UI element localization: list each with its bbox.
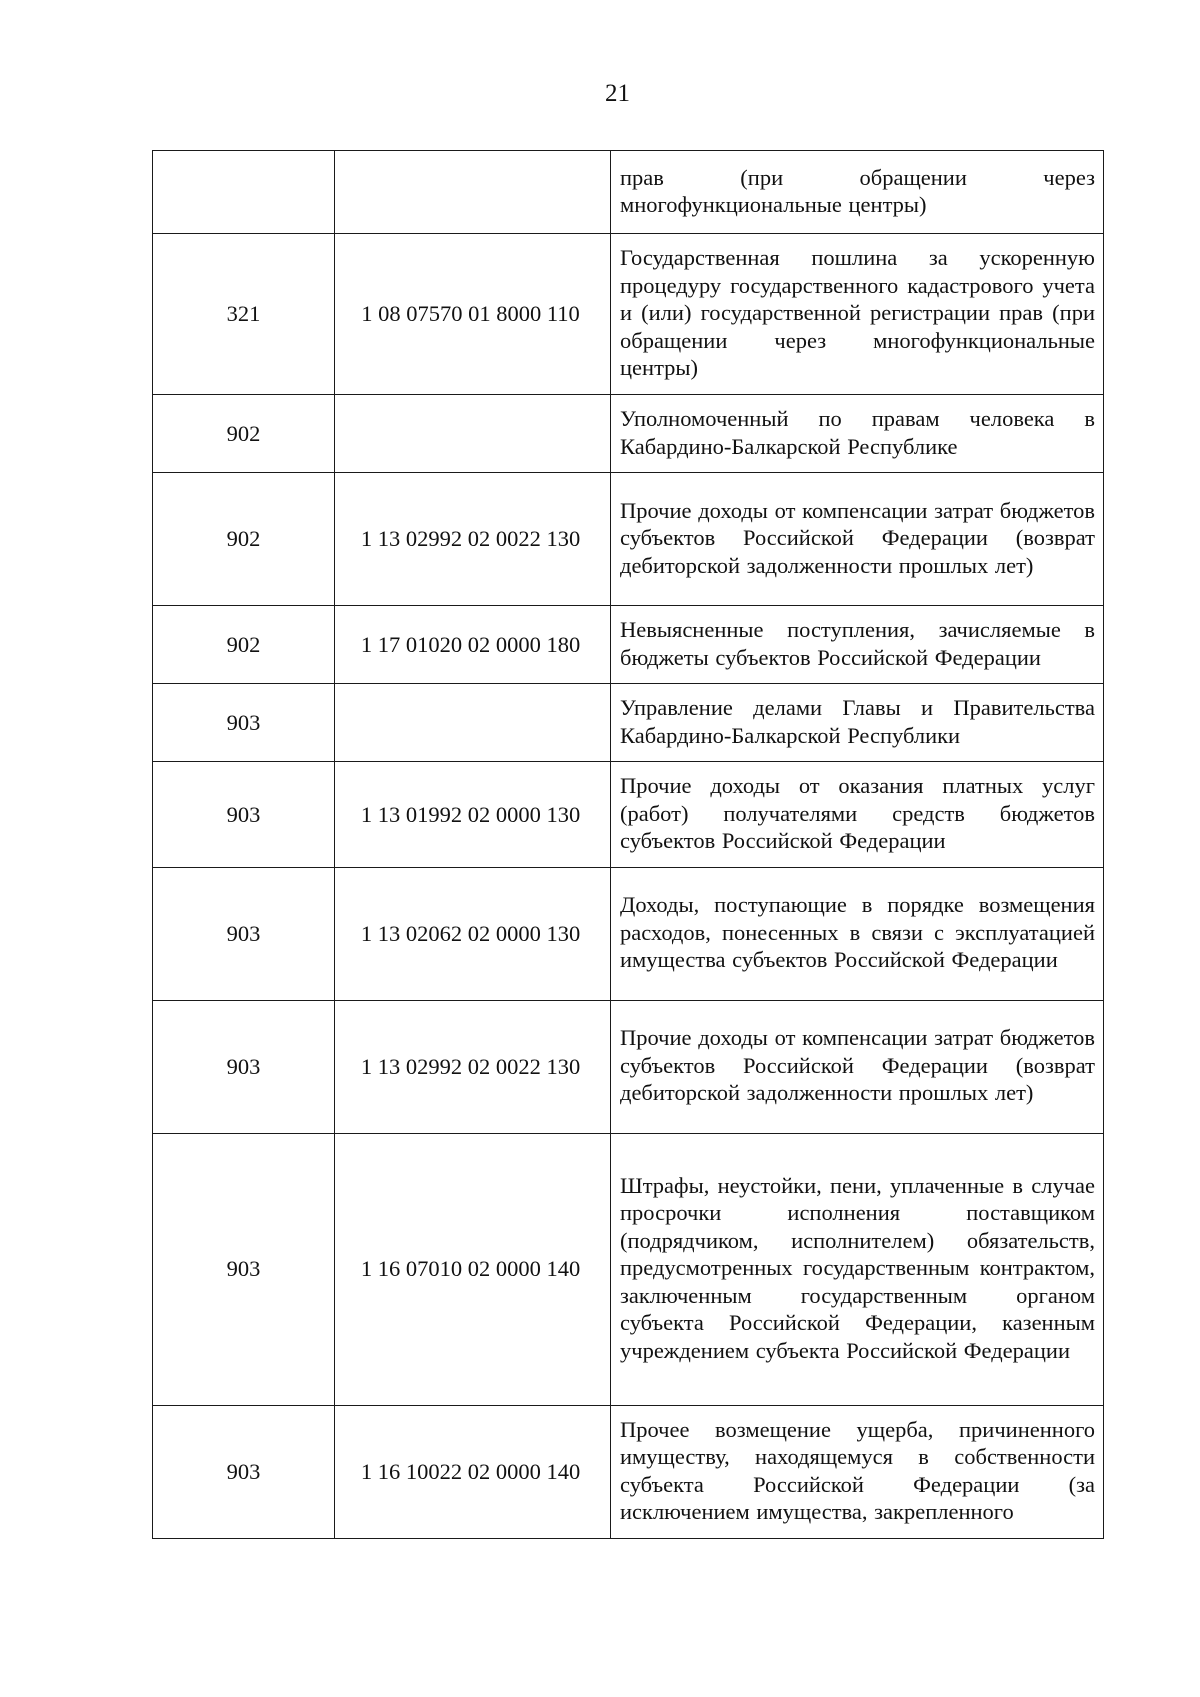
admin-code-cell: 902 — [153, 395, 335, 473]
table-row — [153, 1133, 1104, 1405]
admin-code-cell: 903 — [153, 684, 335, 762]
budget-code-cell — [335, 395, 611, 473]
revenue-name-cell: Невыясненные поступления, зачисляемые в бюджеты субъектов Российской Федерации — [611, 606, 1104, 684]
admin-code-cell: 903 — [153, 1405, 335, 1538]
table-row — [153, 473, 1104, 606]
table-row — [153, 151, 1104, 234]
revenue-name-cell: Уполномоченный по правам человека в Кабардино-Балкарской Республике — [611, 395, 1104, 473]
revenue-name-cell: Управление делами Главы и Правительства Кабардино-Балкарской Республики — [611, 684, 1104, 762]
table-row — [153, 762, 1104, 868]
revenue-name-cell: Прочее возмещение ущерба, причиненного имуществу, находящемуся в собственности субъекта Российской Федерации (за исключением имущества, закрепленного — [611, 1405, 1104, 1538]
budget-code-cell: 1 16 07010 02 0000 140 — [335, 1133, 611, 1405]
admin-code-cell: 903 — [153, 762, 335, 868]
admin-code-cell: 903 — [153, 867, 335, 1000]
admin-code-cell: 903 — [153, 1133, 335, 1405]
revenue-codes-table — [152, 150, 1104, 1539]
budget-code-cell: 1 13 02992 02 0022 130 — [335, 1000, 611, 1133]
admin-code-cell — [153, 151, 335, 234]
revenue-name-cell: прав (при обращении через многофункциональные центры) — [611, 151, 1104, 234]
table-row — [153, 234, 1104, 395]
revenue-name-cell: Штрафы, неустойки, пени, уплаченные в случае просрочки исполнения поставщиком (подрядчиком, исполнителем) обязательств, предусмотренных государственным контрактом, заключенным государственным органом субъекта Российской Федерации, казенным учреждением субъекта Российской Федерации — [611, 1133, 1104, 1405]
admin-code-cell: 903 — [153, 1000, 335, 1133]
table-row — [153, 606, 1104, 684]
revenue-name-cell: Прочие доходы от компенсации затрат бюджетов субъектов Российской Федерации (возврат дебиторской задолженности прошлых лет) — [611, 1000, 1104, 1133]
budget-code-cell: 1 13 02062 02 0000 130 — [335, 867, 611, 1000]
table-row — [153, 1405, 1104, 1538]
budget-code-cell — [335, 151, 611, 234]
budget-code-cell: 1 17 01020 02 0000 180 — [335, 606, 611, 684]
table-row — [153, 1000, 1104, 1133]
revenue-name-cell: Прочие доходы от компенсации затрат бюджетов субъектов Российской Федерации (возврат дебиторской задолженности прошлых лет) — [611, 473, 1104, 606]
budget-code-cell: 1 13 01992 02 0000 130 — [335, 762, 611, 868]
table-row — [153, 395, 1104, 473]
budget-code-cell — [335, 684, 611, 762]
revenue-name-cell: Доходы, поступающие в порядке возмещения расходов, понесенных в связи с эксплуатацией имущества субъектов Российской Федерации — [611, 867, 1104, 1000]
budget-code-cell: 1 16 10022 02 0000 140 — [335, 1405, 611, 1538]
admin-code-cell: 321 — [153, 234, 335, 395]
page-number: 21 — [605, 80, 630, 107]
budget-code-cell: 1 13 02992 02 0022 130 — [335, 473, 611, 606]
budget-code-cell: 1 08 07570 01 8000 110 — [335, 234, 611, 395]
revenue-name-cell: Прочие доходы от оказания платных услуг (работ) получателями средств бюджетов субъектов Российской Федерации — [611, 762, 1104, 868]
revenue-name-cell: Государственная пошлина за ускоренную процедуру государственного кадастрового учета и (или) государственной регистрации прав (при обращении через многофункциональные центры) — [611, 234, 1104, 395]
table-row — [153, 867, 1104, 1000]
admin-code-cell: 902 — [153, 606, 335, 684]
admin-code-cell: 902 — [153, 473, 335, 606]
table-row — [153, 684, 1104, 762]
